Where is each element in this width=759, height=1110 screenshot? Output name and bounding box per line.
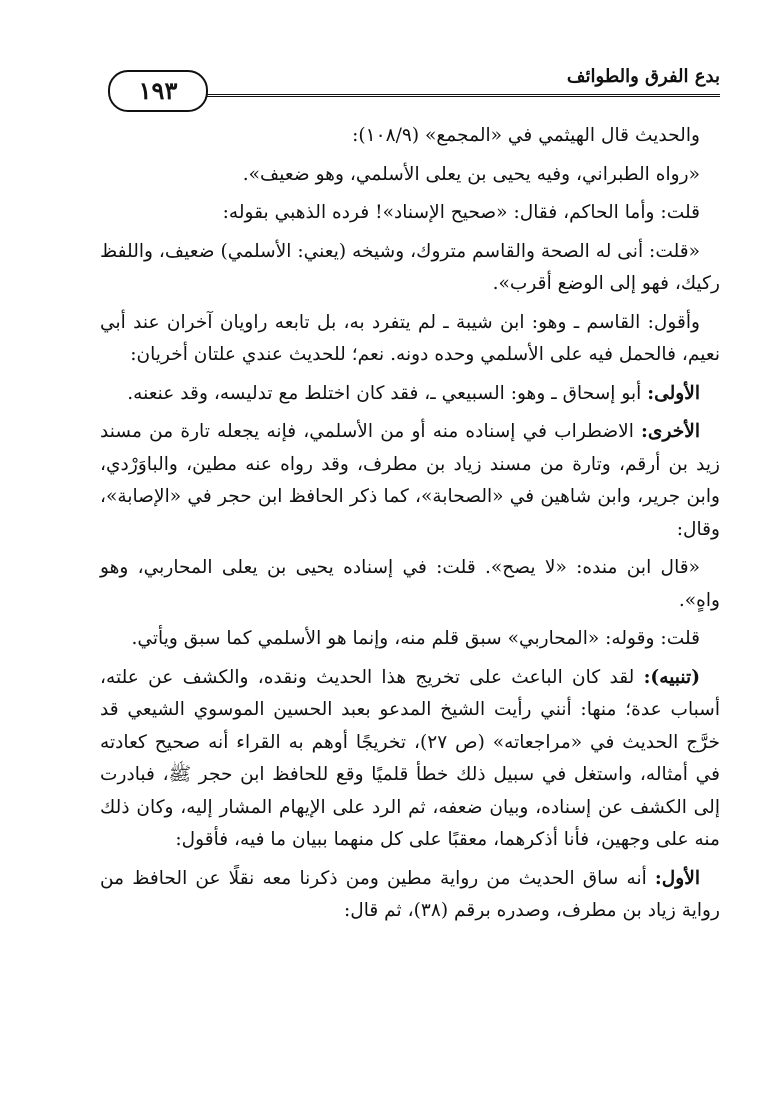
paragraph <box>100 378 720 411</box>
paragraph <box>100 416 720 546</box>
paragraph <box>100 159 720 192</box>
page-number: ١٩٣ <box>108 70 208 112</box>
paragraph-text: لقد كان الباعث على تخريج هذا الحديث ونقده، والكشف عن علته، أسباب عدة؛ منها: أنني رأيت الشيخ المدعو بعبد الحسين الموسوي الشيعي قد خرَّج الحديث في «مراجعاته» (ص ٢٧)، تخريجًا أوهم به القراء أنه صحيح كعادته في أمثاله، واستغل في سبيل ذلك خطأ قلميًا وقع للحافظ ابن حجر ﷺ، فبادرت إلى الكشف عن إسناده، وبيان ضعفه، ثم الرد على الإيهام المشار إليه، وكان ذلك منه على وجهين، فأنا أذكرهما، معقبًا على كل منهما ببيان ما فيه، فأقول: <box>100 666 720 850</box>
paragraph-text: وأقول: القاسم ـ وهو: ابن شيبة ـ لم يتفرد به، بل تابعه راويان آخران عند أبي نعيم، فالحمل فيه على الأسلمي وحده دونه. نعم؛ للحديث عندي علتان أخريان: <box>100 311 720 365</box>
paragraph <box>100 863 720 928</box>
running-header <box>100 58 720 105</box>
paragraph-text: الاضطراب في إسناده منه أو من الأسلمي، فإنه يجعله تارة من مسند زيد بن أرقم، وتارة من مسند زياد بن مطرف، وقد رواه عنه مطين، والباوَرْدي، وابن جرير، وابن شاهين في «الصحابة»، كما ذكر الحافظ ابن حجر في «الإصابة»، وقال: <box>100 421 720 540</box>
paragraph-text: والحديث قال الهيثمي في «المجمع» (١٠٨/٩): <box>352 125 700 146</box>
paragraph <box>100 120 720 153</box>
paragraph-lead: الأولى: <box>647 382 700 404</box>
paragraph-lead: (تنبيه): <box>643 666 700 688</box>
body-text <box>100 120 720 1095</box>
paragraph <box>100 662 720 857</box>
paragraph <box>100 236 720 301</box>
paragraph-lead: الأول: <box>654 867 700 889</box>
paragraph-text: أنه ساق الحديث من رواية مطين ومن ذكرنا معه نقلًا عن الحافظ من رواية زياد بن مطرف، وصدره برقم (٣٨)، ثم قال: <box>100 867 720 921</box>
paragraph <box>100 623 720 656</box>
paragraph <box>100 197 720 230</box>
paragraph-text: أبو إسحاق ـ وهو: السبيعي ـ، فقد كان اختلط مع تدليسه، وقد عنعنه. <box>127 382 648 404</box>
paragraph-text: «قلت: أنى له الصحة والقاسم متروك، وشيخه (يعني: الأسلمي) ضعيف، واللفظ ركيك، فهو إلى الوضع أقرب». <box>100 240 720 294</box>
paragraph-text: «رواه الطبراني، وفيه يحيى بن يعلى الأسلمي، وهو ضعيف». <box>242 163 700 185</box>
book-title: بدع الفرق والطوائف <box>566 66 720 87</box>
paragraph <box>100 552 720 617</box>
paragraph-lead: الأخرى: <box>641 421 700 442</box>
paragraph-text: «قال ابن منده: «لا يصح». قلت: في إسناده يحيى بن يعلى المحاربي، وهو واهٍ». <box>100 557 720 611</box>
paragraph <box>100 307 720 372</box>
paragraph-text: قلت: وأما الحاكم، فقال: «صحيح الإسناد»! فرده الذهبي بقوله: <box>222 202 700 223</box>
header-rule <box>170 94 720 97</box>
paragraph-text: قلت: وقوله: «المحاربي» سبق قلم منه، وإنما هو الأسلمي كما سبق ويأتي. <box>131 628 700 649</box>
